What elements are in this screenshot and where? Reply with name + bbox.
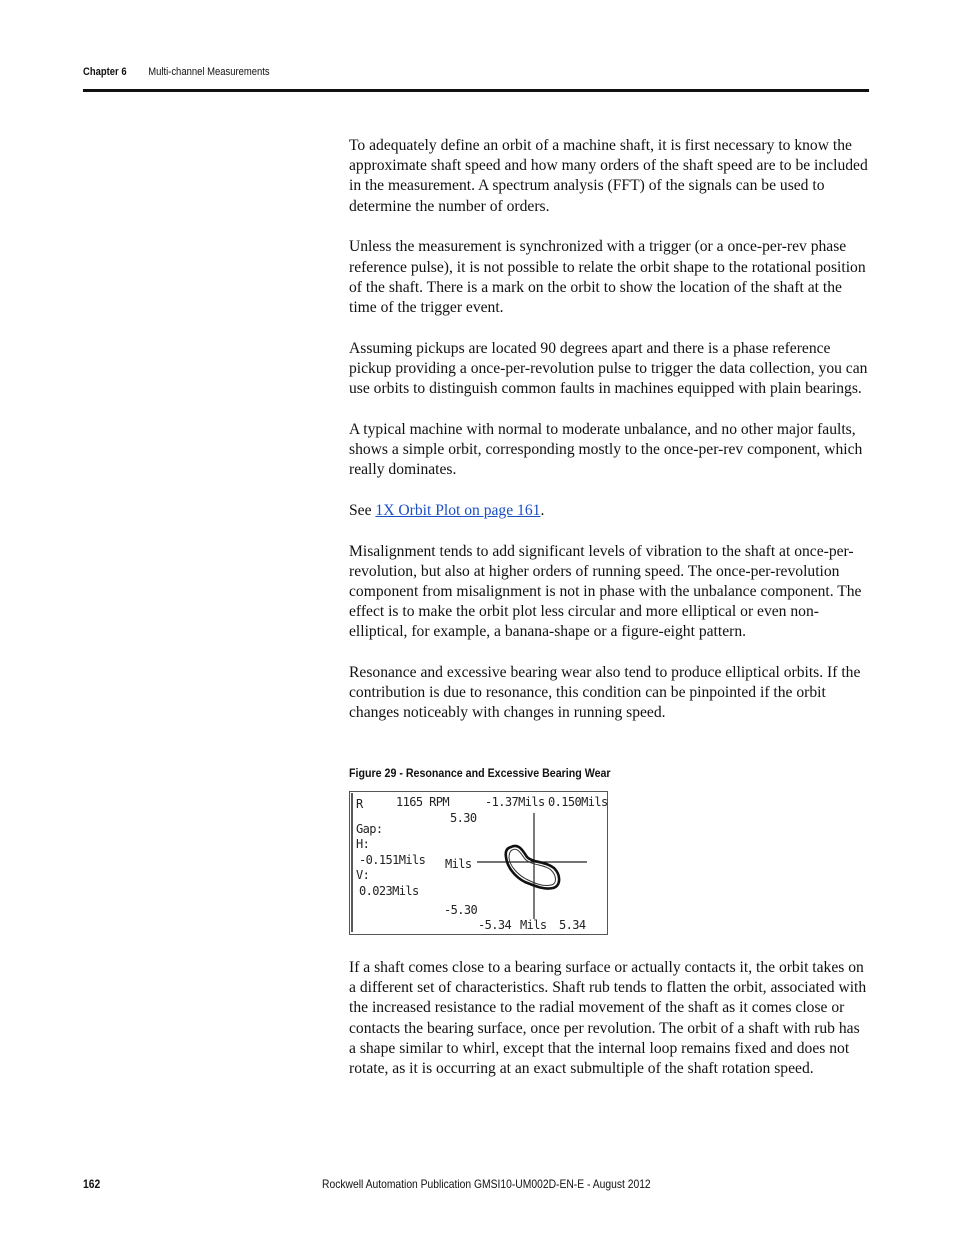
lcd-h-label: H: — [356, 837, 370, 851]
lcd-v-gap: 0.023Mils — [359, 884, 419, 898]
lcd-y-min: -5.30 — [444, 903, 478, 917]
figure-caption: Figure 29 - Resonance and Excessive Bearing Wear — [349, 766, 611, 780]
orbit-plot-link[interactable]: 1X Orbit Plot on page 161 — [375, 501, 541, 519]
paragraph-trigger: Unless the measurement is synchronized with a trigger (or a once-per-rev phase reference pulse), it is not possible to relate the orbit shape to the rotational position of the shaft. There is a mark on the orbit to show the location of the shaft at the time of the trigger event. — [349, 238, 866, 316]
paragraph-unbalance: A typical machine with normal to moderate unbalance, and no other major faults, shows a simple orbit, corresponding mostly to the once-per-rev component, which really dominates. — [349, 420, 863, 479]
lcd-rpm: 1165 RPM — [396, 795, 449, 809]
paragraph-pickups: Assuming pickups are located 90 degrees apart and there is a phase reference pickup providing a once-per-revolution pulse to trigger the data collection, you can use orbits to distinguish common faults in machines equipped with plain bearings. — [349, 339, 868, 398]
lcd-x-max: 5.34 — [559, 918, 586, 932]
orbit-trace-inner — [509, 849, 556, 885]
header-rule — [83, 89, 869, 92]
see-prefix: See — [349, 501, 376, 519]
lcd-h-reading: -1.37Mils — [485, 795, 545, 809]
paragraph-resonance: Resonance and excessive bearing wear also tend to produce elliptical orbits. If the contribution is due to resonance, this condition can be pinpointed if the orbit changes noticeably with changes in running speed. — [349, 664, 861, 722]
main-text-continued — [349, 958, 869, 1079]
paragraph-see-reference — [349, 501, 869, 521]
lcd-gap-label: Gap: — [356, 822, 383, 836]
orbit-plot-svg — [349, 791, 608, 935]
paragraph-misalignment: Misalignment tends to add significant levels of vibration to the shaft at once-per-revolution, but also at higher orders of running speed. The once-per-revolution component from misalignment is not in phase with the unbalance component. The effect is to make the orbit plot less circular and more elliptical or even non-elliptical, for example, a banana-shape or a figure-eight pattern. — [349, 542, 862, 641]
lcd-v-reading: 0.150Mils — [548, 795, 608, 809]
lcd-v-label: V: — [356, 868, 370, 882]
running-header — [83, 66, 270, 78]
lcd-y-max: 5.30 — [450, 811, 477, 825]
lcd-y-axis-label: Mils — [445, 857, 472, 871]
publication-footer: Rockwell Automation Publication GMSI10-UM002D-EN-E - August 2012 — [322, 1177, 651, 1191]
lcd-x-axis-label: Mils — [520, 918, 547, 932]
see-suffix: . — [540, 501, 545, 519]
lcd-h-gap: -0.151Mils — [359, 853, 426, 867]
main-text — [349, 136, 869, 744]
orbit-lcd-figure — [349, 791, 608, 935]
paragraph-shaft-rub: If a shaft comes close to a bearing surface or actually contacts it, the orbit takes on a different set of characteristics. Shaft rub tends to flatten the orbit, associated with the increased resistance to the radial movement of the shaft as it comes close or contacts the bearing surface, once per revolution. The orbit of a shaft with rub has a shape similar to whirl, except that the internal loop remains fixed and does not rotate, as it is occurring at an exact submultiple of the shaft rotation speed. — [349, 959, 867, 1078]
page-number: 162 — [83, 1177, 101, 1191]
lcd-mode: R — [356, 797, 363, 811]
chapter-label: Chapter 6 — [83, 66, 127, 78]
lcd-x-min: -5.34 — [478, 918, 512, 932]
chapter-title: Multi-channel Measurements — [148, 66, 270, 78]
paragraph-orbit-definition: To adequately define an orbit of a machine shaft, it is first necessary to know the approximate shaft speed and how many orders of the shaft speed are to be included in the measurement. A spectrum analysis (FFT) of the signals can be used to determine the number of orders. — [349, 137, 868, 215]
